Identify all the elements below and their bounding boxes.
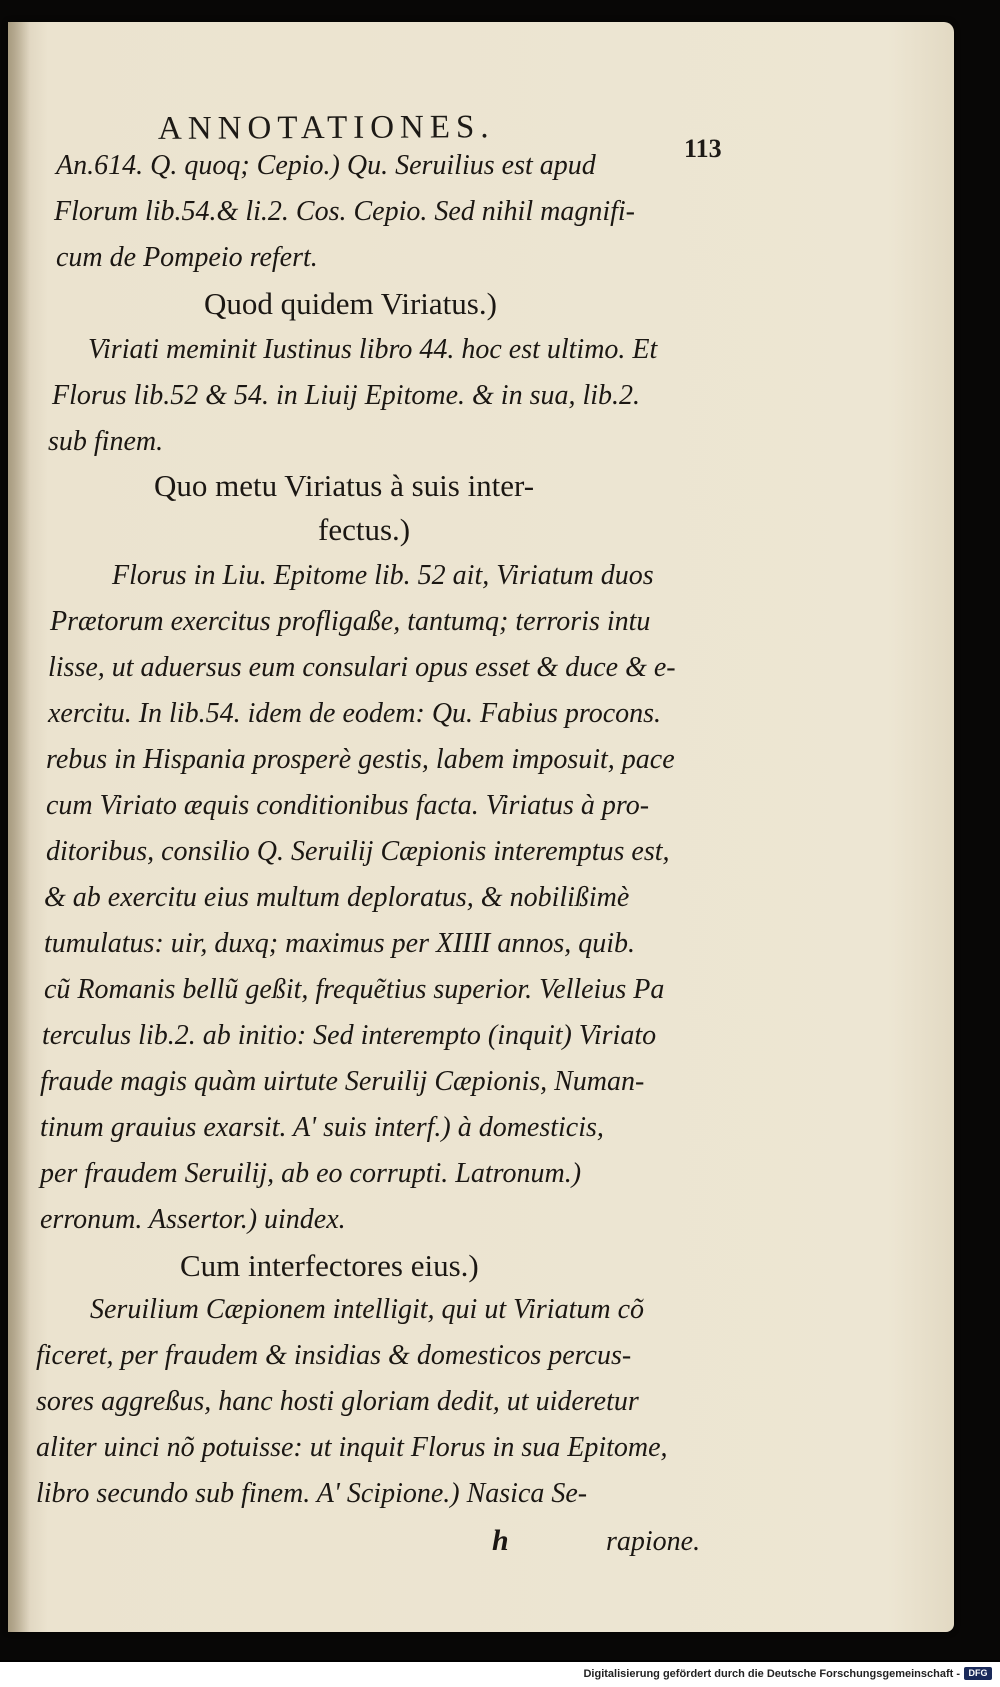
section-heading: Quo metu Viriatus à suis inter- [154, 468, 535, 503]
text-line: Viriati meminit Iustinus libro 44. hoc est ultimo. Et [88, 334, 658, 365]
text-line: Florum lib.54.& li.2. Cos. Cepio. Sed nihil magnifi- [54, 196, 635, 227]
text-line: xercitu. In lib.54. idem de eodem: Qu. Fabius procons. [48, 698, 662, 729]
signature-mark: h [492, 1524, 509, 1557]
text-line: lisse, ut aduersus eum consulari opus esset & duce & e- [48, 652, 676, 683]
text-line: Florus in Liu. Epitome lib. 52 ait, Viriatum duos [112, 560, 654, 591]
text-line: sores aggreßus, hanc hosti gloriam dedit, ut uideretur [36, 1386, 639, 1417]
page-gutter-shadow [8, 22, 30, 1632]
book-page [8, 22, 954, 1632]
text-line: tinum grauius exarsit. A' suis interf.) à domesticis, [40, 1112, 604, 1143]
section-heading: Cum interfectores eius.) [180, 1248, 479, 1283]
text-line: fraude magis quàm uirtute Seruilij Cæpionis, Numan- [40, 1066, 645, 1097]
text-line: Prætorum exercitus profligaße, tantumq; terroris intu [50, 606, 651, 637]
text-line: Seruilium Cæpionem intelligit, qui ut Viriatum cõ [90, 1294, 645, 1325]
catchword: rapione. [606, 1526, 701, 1557]
funding-credit: Digitalisierung gefördert durch die Deutsche Forschungsgemeinschaft - [583, 1668, 960, 1680]
section-heading: Quod quidem Viriatus.) [204, 286, 497, 321]
text-line: Florus lib.52 & 54. in Liuij Epitome. & in sua, lib.2. [52, 380, 641, 411]
footer-bar [0, 1662, 1000, 1687]
text-line: An.614. Q. quoq; Cepio.) Qu. Seruilius est apud [56, 150, 596, 181]
dfg-logo: DFG [964, 1667, 992, 1680]
text-line: tumulatus: uir, duxq; maximus per XIIII annos, quib. [44, 928, 636, 959]
text-line: erronum. Assertor.) uindex. [40, 1204, 346, 1235]
text-line: ditoribus, consilio Q. Seruilij Cæpionis interemptus est, [46, 836, 670, 867]
page-number: 113 [684, 134, 722, 163]
running-head: ANNOTATIONES. [157, 109, 495, 147]
text-line: libro secundo sub finem. A' Scipione.) Nasica Se- [36, 1478, 588, 1509]
text-line: terculus lib.2. ab initio: Sed interempto (inquit) Viriato [42, 1020, 657, 1051]
text-line: ficeret, per fraudem & insidias & domesticos percus- [36, 1340, 632, 1371]
text-line: per fraudem Seruilij, ab eo corrupti. Latronum.) [40, 1158, 582, 1189]
text-line: cum Viriato æquis conditionibus facta. Viriatus à pro- [46, 790, 650, 821]
text-line: cum de Pompeio refert. [56, 242, 318, 273]
text-line: & ab exercitu eius multum deploratus, & nobilißimè [44, 882, 630, 913]
text-line: sub finem. [48, 426, 164, 457]
text-line: rebus in Hispania prosperè gestis, labem imposuit, pace [46, 744, 675, 775]
text-line: aliter uinci nõ potuisse: ut inquit Florus in sua Epitome, [36, 1432, 668, 1463]
section-heading: fectus.) [318, 512, 411, 547]
text-line: cũ Romanis bellũ geßit, frequẽtius superior. Velleius Pa [44, 974, 665, 1005]
